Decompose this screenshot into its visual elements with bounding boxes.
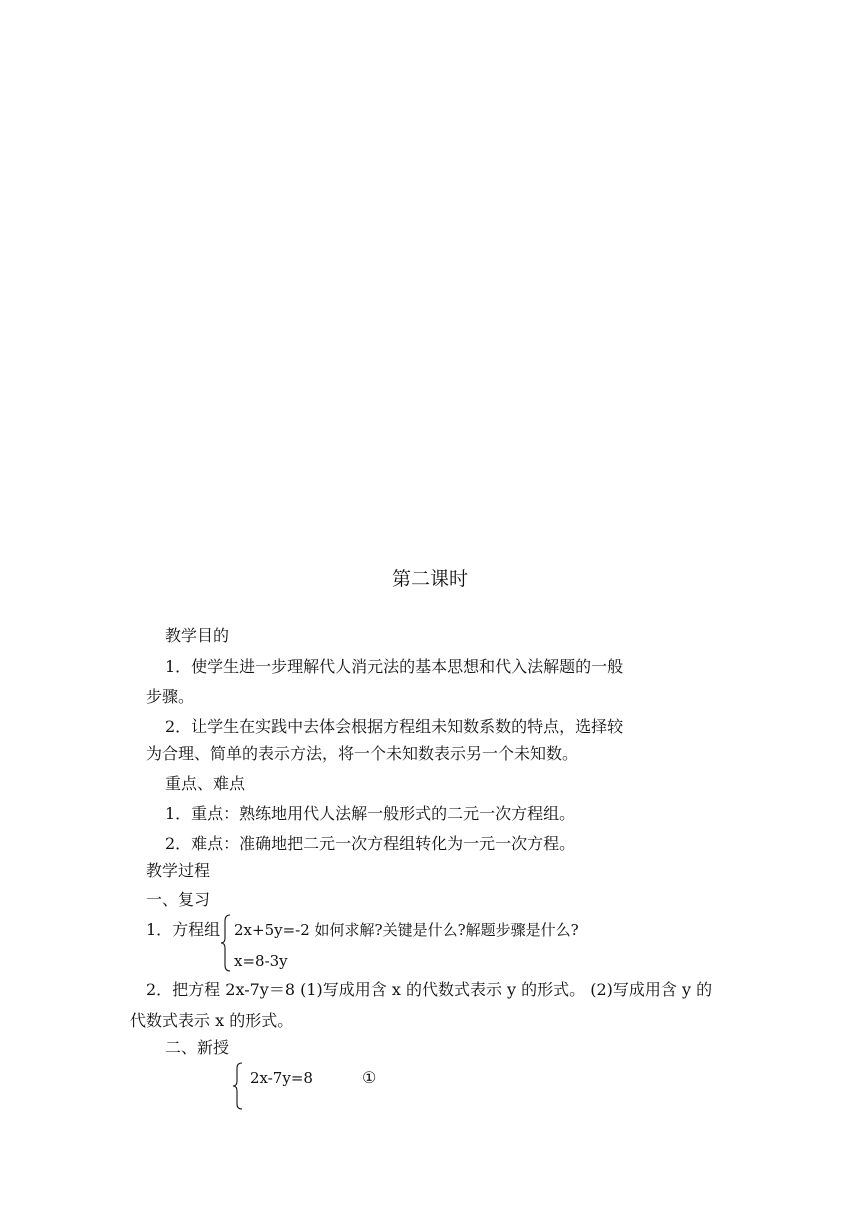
- review-2-line-1: 2．把方程 2x-7y＝8 (1)写成用含 x 的代数式表示 y 的形式。 (2)写成用含 y 的: [146, 980, 713, 999]
- objectives-heading: 教学目的: [165, 626, 230, 645]
- review-heading: 一、复习: [146, 890, 211, 909]
- equation-marker-1: ①: [362, 1068, 377, 1087]
- objective-1-line-2: 步骤。: [146, 687, 195, 706]
- new-heading: 二、新授: [165, 1038, 230, 1057]
- page-title: 第二课时: [391, 568, 468, 590]
- review-1-prefix: 1．方程组: [146, 920, 221, 939]
- review-2-line-2: 代数式表示 x 的形式。: [130, 1011, 294, 1030]
- objective-2-line-2: 为合理、简单的表示方法，将一个未知数表示另一个未知数。: [146, 744, 579, 763]
- process-heading: 教学过程: [146, 861, 211, 880]
- review-1-equation-2: x=8-3y: [234, 952, 288, 970]
- objective-1-line-1: 1．使学生进一步理解代人消元法的基本思想和代入法解题的一般: [165, 657, 624, 676]
- keypoint-2: 2．难点：准确地把二元一次方程组转化为一元一次方程。: [165, 834, 576, 853]
- objective-2-line-1: 2．让学生在实践中去体会根据方程组未知数系数的特点，选择较: [165, 717, 624, 736]
- review-1-equation-1: 2x+5y=-2 如何求解?关键是什么?解题步骤是什么?: [234, 921, 579, 939]
- keypoints-heading: 重点、难点: [165, 774, 246, 793]
- new-equation-1: 2x-7y=8: [250, 1069, 313, 1087]
- keypoint-1: 1．重点：熟练地用代人法解一般形式的二元一次方程组。: [165, 804, 576, 823]
- left-brace-icon: [220, 914, 232, 972]
- left-brace-icon: [232, 1062, 244, 1110]
